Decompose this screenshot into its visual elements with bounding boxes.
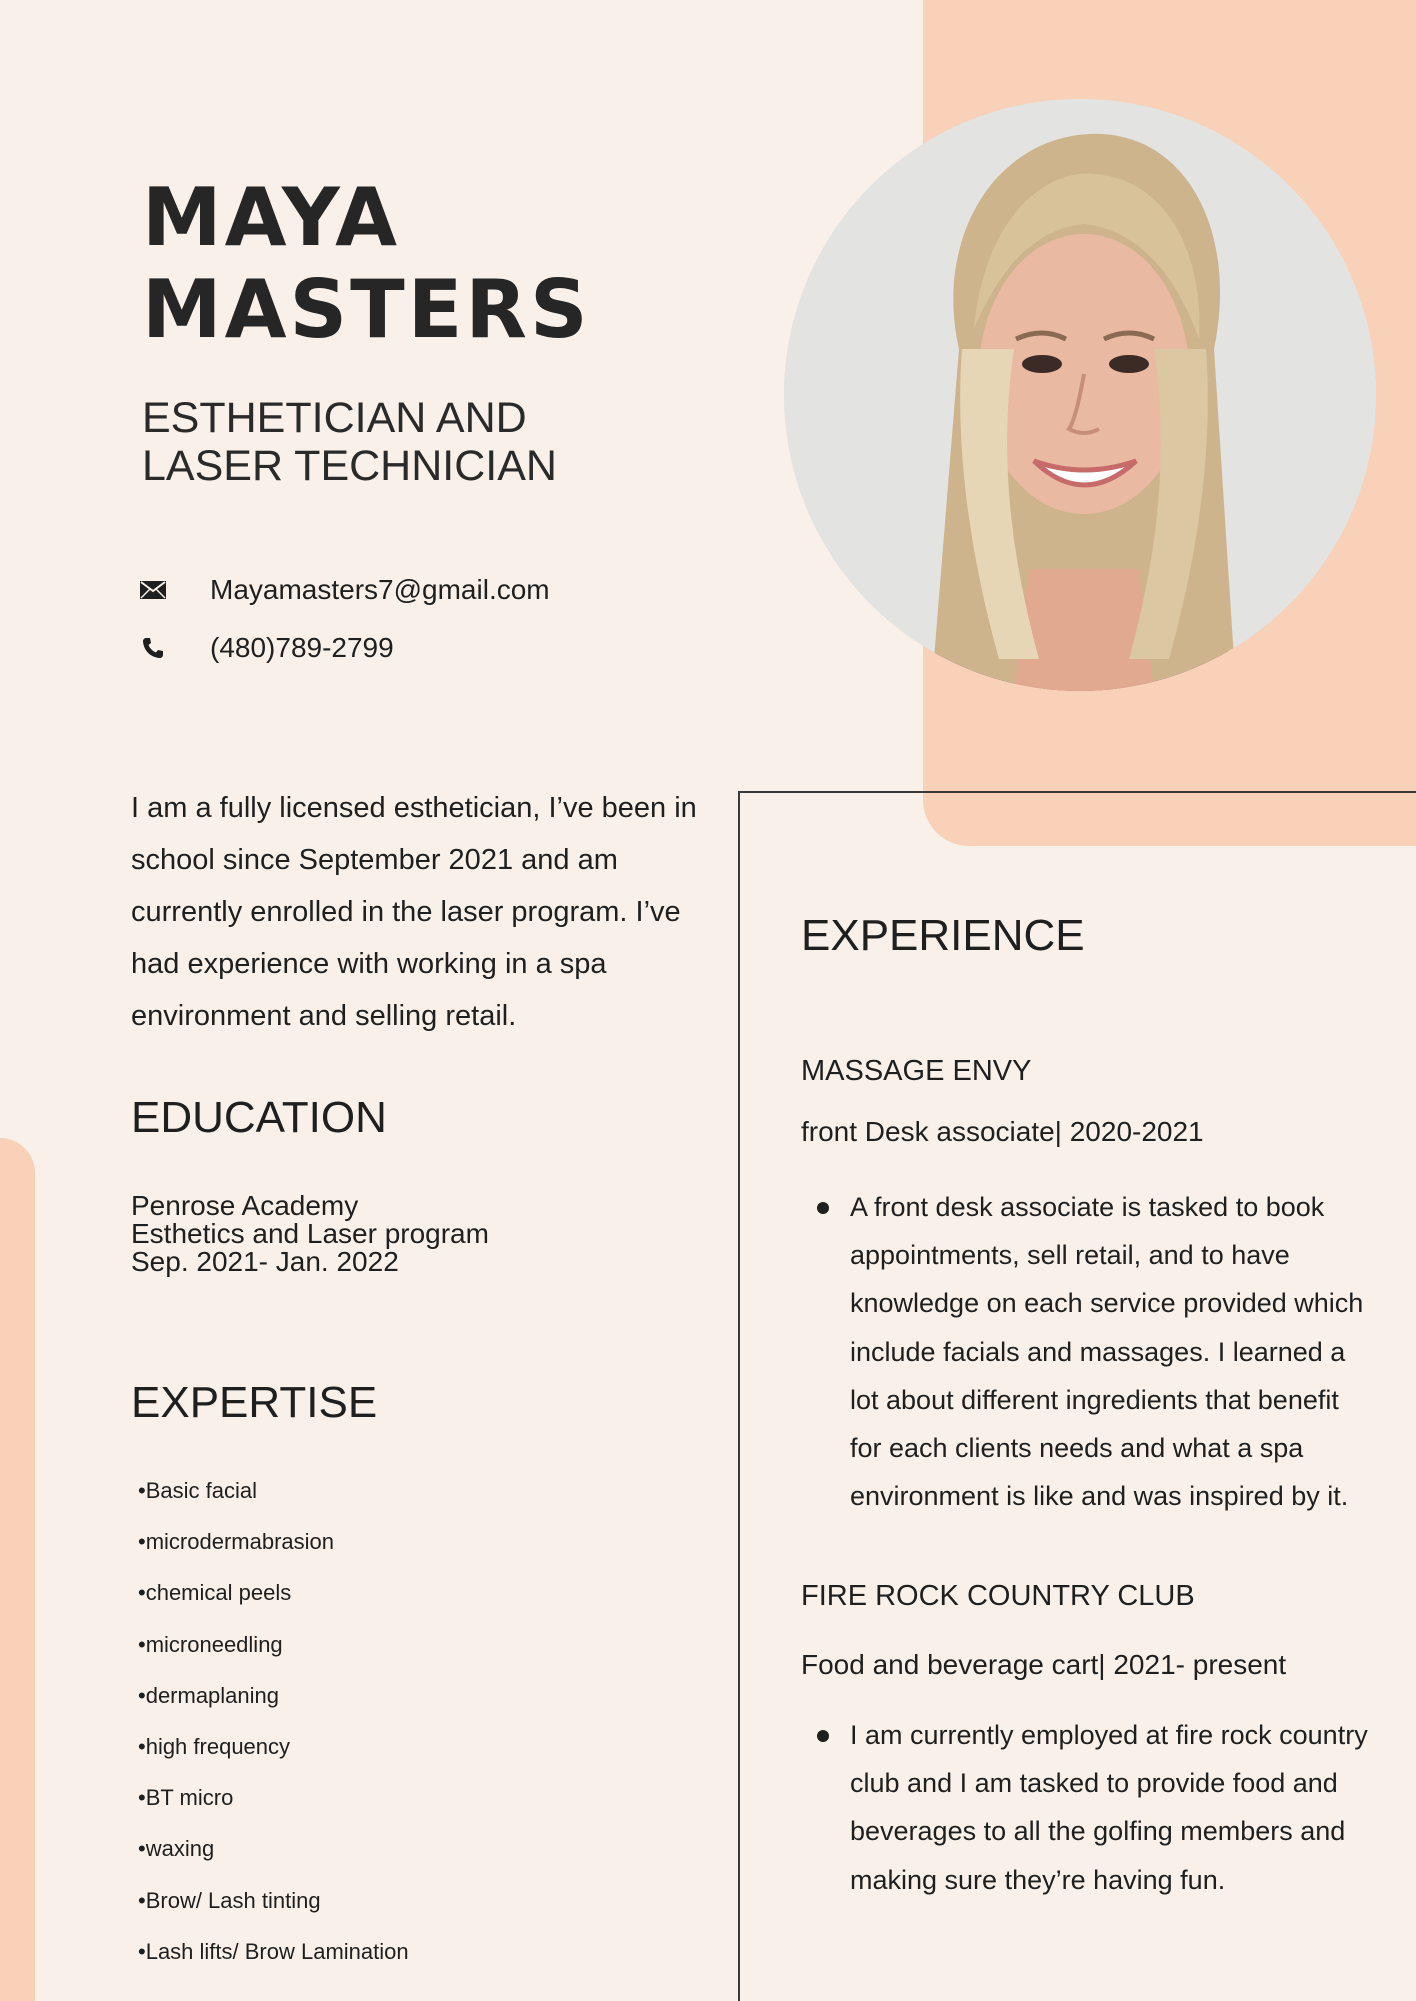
contact-phone-row — [138, 632, 394, 664]
education-school: Penrose Academy — [131, 1190, 359, 1221]
experience-heading: EXPERIENCE — [801, 911, 1085, 960]
portrait-illustration — [784, 99, 1376, 691]
expertise-item: • microneedling — [138, 1619, 409, 1670]
name-line-last: MASTERS — [142, 263, 591, 356]
phone-icon — [138, 633, 168, 663]
job-bullet: I am currently employed at fire rock country club and I am tasked to provide food and beverages to all the golfing members and making sure they’re having fun. — [801, 1711, 1376, 1904]
contact-email-row — [138, 574, 550, 606]
expertise-item: • waxing — [138, 1823, 409, 1874]
education-entry — [131, 1192, 489, 1276]
education-heading: EDUCATION — [131, 1093, 387, 1142]
expertise-item: • dermaplaning — [138, 1670, 409, 1721]
envelope-icon — [138, 575, 168, 605]
education-dates: Sep. 2021- Jan. 2022 — [131, 1246, 399, 1277]
job-bullet: A front desk associate is tasked to book appointments, sell retail, and to have knowledge on each service provided which include facials and massages. I learned a lot about different ingredients that benefit for each clients needs and what a spa environment is like and was inspired by it. — [801, 1183, 1376, 1520]
expertise-item: • microdermabrasion — [138, 1516, 409, 1567]
email-address[interactable]: Mayamasters7@gmail.com — [210, 574, 550, 605]
job-company: FIRE ROCK COUNTRY CLUB — [801, 1580, 1195, 1612]
job-role: front Desk associate| 2020-2021 — [801, 1116, 1204, 1147]
expertise-item: • Lash lifts/ Brow Lamination — [138, 1926, 409, 1977]
experience-top-border — [738, 791, 1416, 793]
phone-number[interactable]: (480)789-2799 — [210, 632, 394, 663]
candidate-name — [142, 172, 591, 356]
expertise-item: • Brow/ Lash tinting — [138, 1875, 409, 1926]
column-divider — [738, 791, 740, 2001]
job-title — [142, 394, 557, 490]
job-company: MASSAGE ENVY — [801, 1055, 1032, 1087]
peach-accent-strip — [0, 1138, 35, 2001]
job-title-line-2: LASER TECHNICIAN — [142, 442, 557, 490]
expertise-item: • BT micro — [138, 1772, 409, 1823]
education-program: Esthetics and Laser program — [131, 1218, 489, 1249]
expertise-list — [138, 1465, 409, 1977]
profile-photo — [784, 99, 1376, 691]
expertise-heading: EXPERTISE — [131, 1378, 378, 1427]
name-line-first: MAYA — [142, 171, 401, 264]
job-title-line-1: ESTHETICIAN AND — [142, 394, 527, 442]
job-responsibilities — [801, 1711, 1376, 1904]
expertise-item: • chemical peels — [138, 1567, 409, 1618]
job-role: Food and beverage cart| 2021- present — [801, 1649, 1287, 1680]
expertise-item: • Basic facial — [138, 1465, 409, 1516]
professional-summary: I am a fully licensed esthetician, I’ve been in school since September 2021 and am currently enrolled in the laser program. I’ve had experience with working in a spa environment and selling retail. — [131, 792, 697, 1032]
expertise-item: • high frequency — [138, 1721, 409, 1772]
job-responsibilities — [801, 1183, 1376, 1520]
